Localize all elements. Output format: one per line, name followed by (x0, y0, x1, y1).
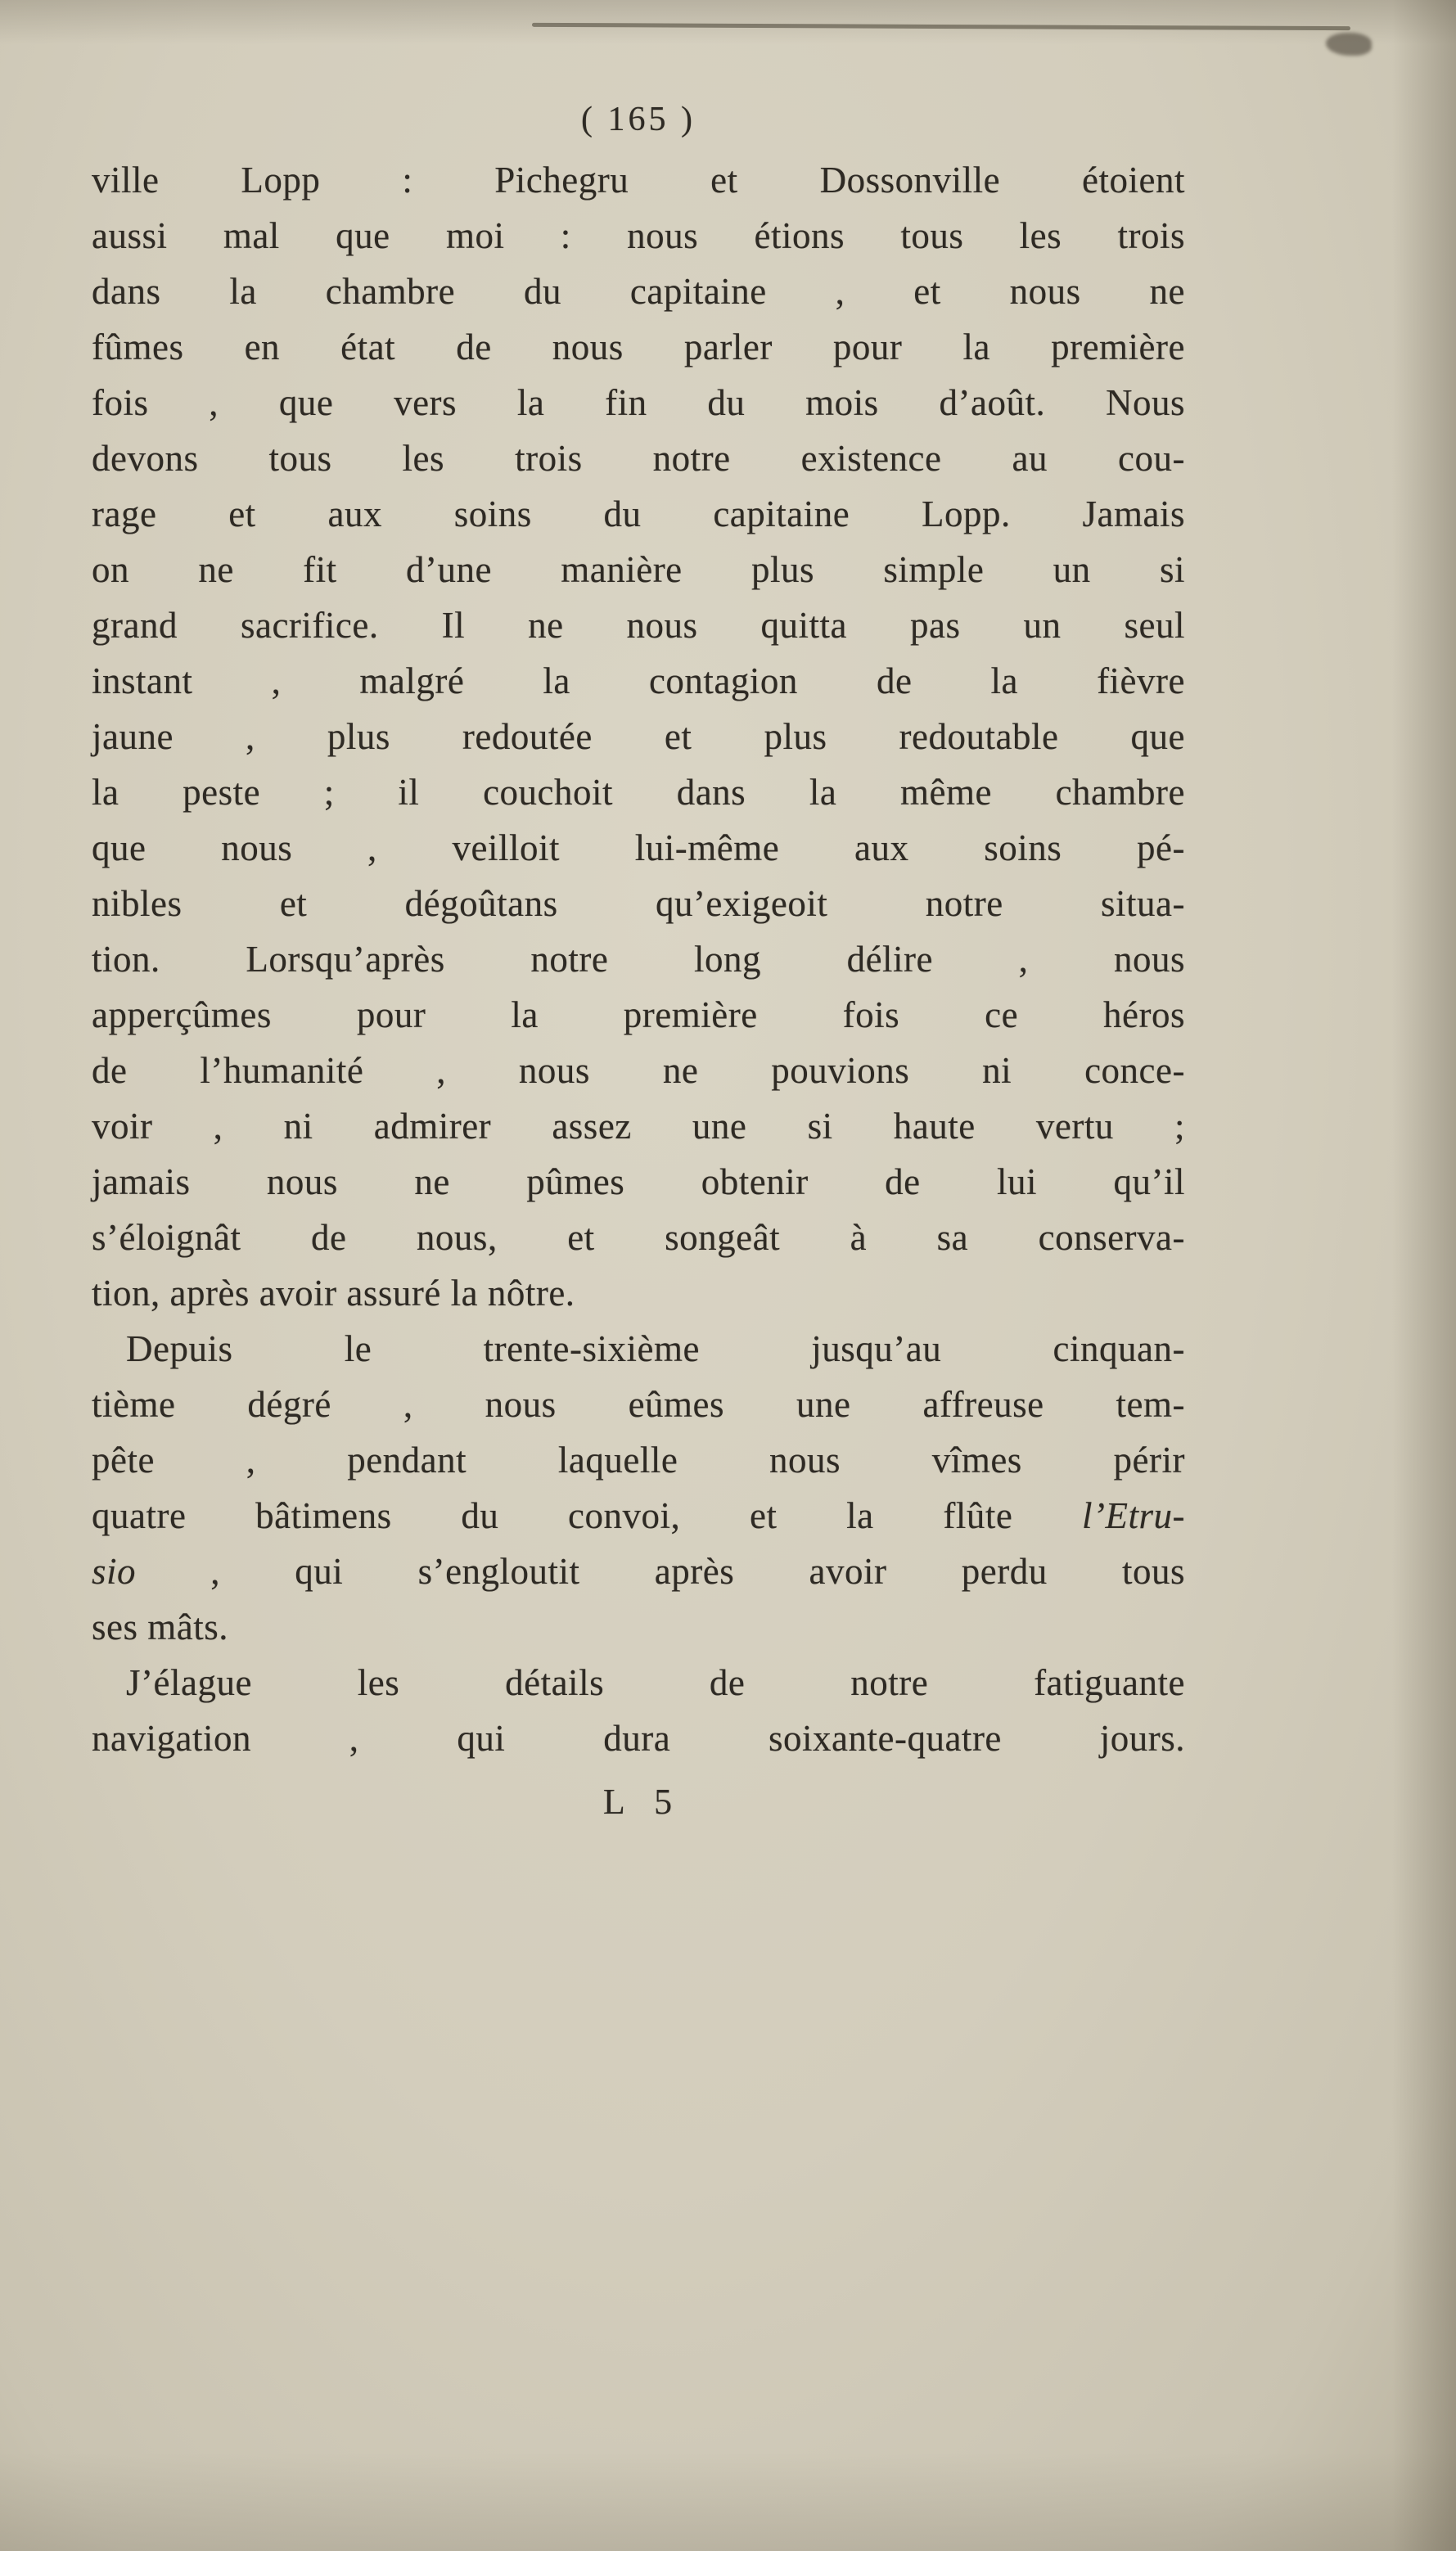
text-line: jamais nous ne pûmes obtenir de lui qu’il (92, 1161, 1185, 1202)
ship-name-italic: l’Etru- (1082, 1495, 1185, 1536)
text-line (92, 1488, 1185, 1544)
text-line: grand sacrifice. Il ne nous quitta pas un seul (92, 605, 1185, 646)
line-text: quatre bâtimens du convoi, et la flûte (92, 1495, 1083, 1536)
text-line: pête , pendant laquelle nous vîmes périr (92, 1440, 1185, 1481)
text-line: voir , ni admirer assez une si haute vertu ; (92, 1106, 1185, 1147)
text-line: jaune , plus redoutée et plus redoutable que (92, 716, 1185, 757)
text-line: fois , que vers la fin du mois d’août. Nous (92, 382, 1185, 423)
text-line: ville Lopp : Pichegru et Dossonville étoient (92, 160, 1185, 201)
book-page (92, 100, 1185, 1823)
text-line: aussi mal que moi : nous étions tous les trois (92, 215, 1185, 256)
text-line: fûmes en état de nous parler pour la première (92, 327, 1185, 367)
scan-artifact-top-line (532, 23, 1350, 30)
text-line: tion. Lorsqu’après notre long délire , nous (92, 939, 1185, 980)
text-line: tième dégré , nous eûmes une affreuse tem- (92, 1384, 1185, 1425)
line-text: , qui s’engloutit après avoir perdu tous (136, 1551, 1185, 1592)
scan-artifact-corner-blob (1326, 33, 1372, 56)
text-line: dans la chambre du capitaine , et nous ne (92, 271, 1185, 312)
text-line: J’élague les détails de notre fatiguante (126, 1662, 1185, 1703)
text-line: tion, après avoir assuré la nôtre. (92, 1273, 575, 1314)
text-line: nibles et dégoûtans qu’exigeoit notre situa- (92, 883, 1185, 924)
ship-name-italic: sio (92, 1551, 137, 1592)
scan-artifact-right-edge (1392, 0, 1456, 2551)
signature-mark: L 5 (602, 1782, 674, 1822)
text-line: Depuis le trente-sixième jusqu’au cinquan- (126, 1328, 1185, 1369)
text-line (92, 1544, 1185, 1599)
text-line: navigation , qui dura soixante-quatre jours. (92, 1718, 1185, 1759)
scan-artifact-bottom-shade (0, 2453, 1456, 2551)
text-line: s’éloignât de nous, et songeât à sa conserva- (92, 1217, 1185, 1258)
scan-artifact-top-edge (0, 0, 1456, 44)
page-number-header: ( 165 ) (581, 101, 696, 138)
text-line: apperçûmes pour la première fois ce héros (92, 994, 1185, 1035)
text-line: on ne fit d’une manière plus simple un si (92, 549, 1185, 590)
text-line: rage et aux soins du capitaine Lopp. Jamais (92, 494, 1185, 534)
text-line: devons tous les trois notre existence au cou- (92, 438, 1185, 479)
text-line: ses mâts. (92, 1607, 228, 1647)
text-line: de l’humanité , nous ne pouvions ni conce- (92, 1050, 1185, 1091)
text-line: que nous , veilloit lui-même aux soins pé- (92, 827, 1185, 868)
text-line: la peste ; il couchoit dans la même chambre (92, 772, 1185, 813)
text-line: instant , malgré la contagion de la fièvre (92, 660, 1185, 701)
